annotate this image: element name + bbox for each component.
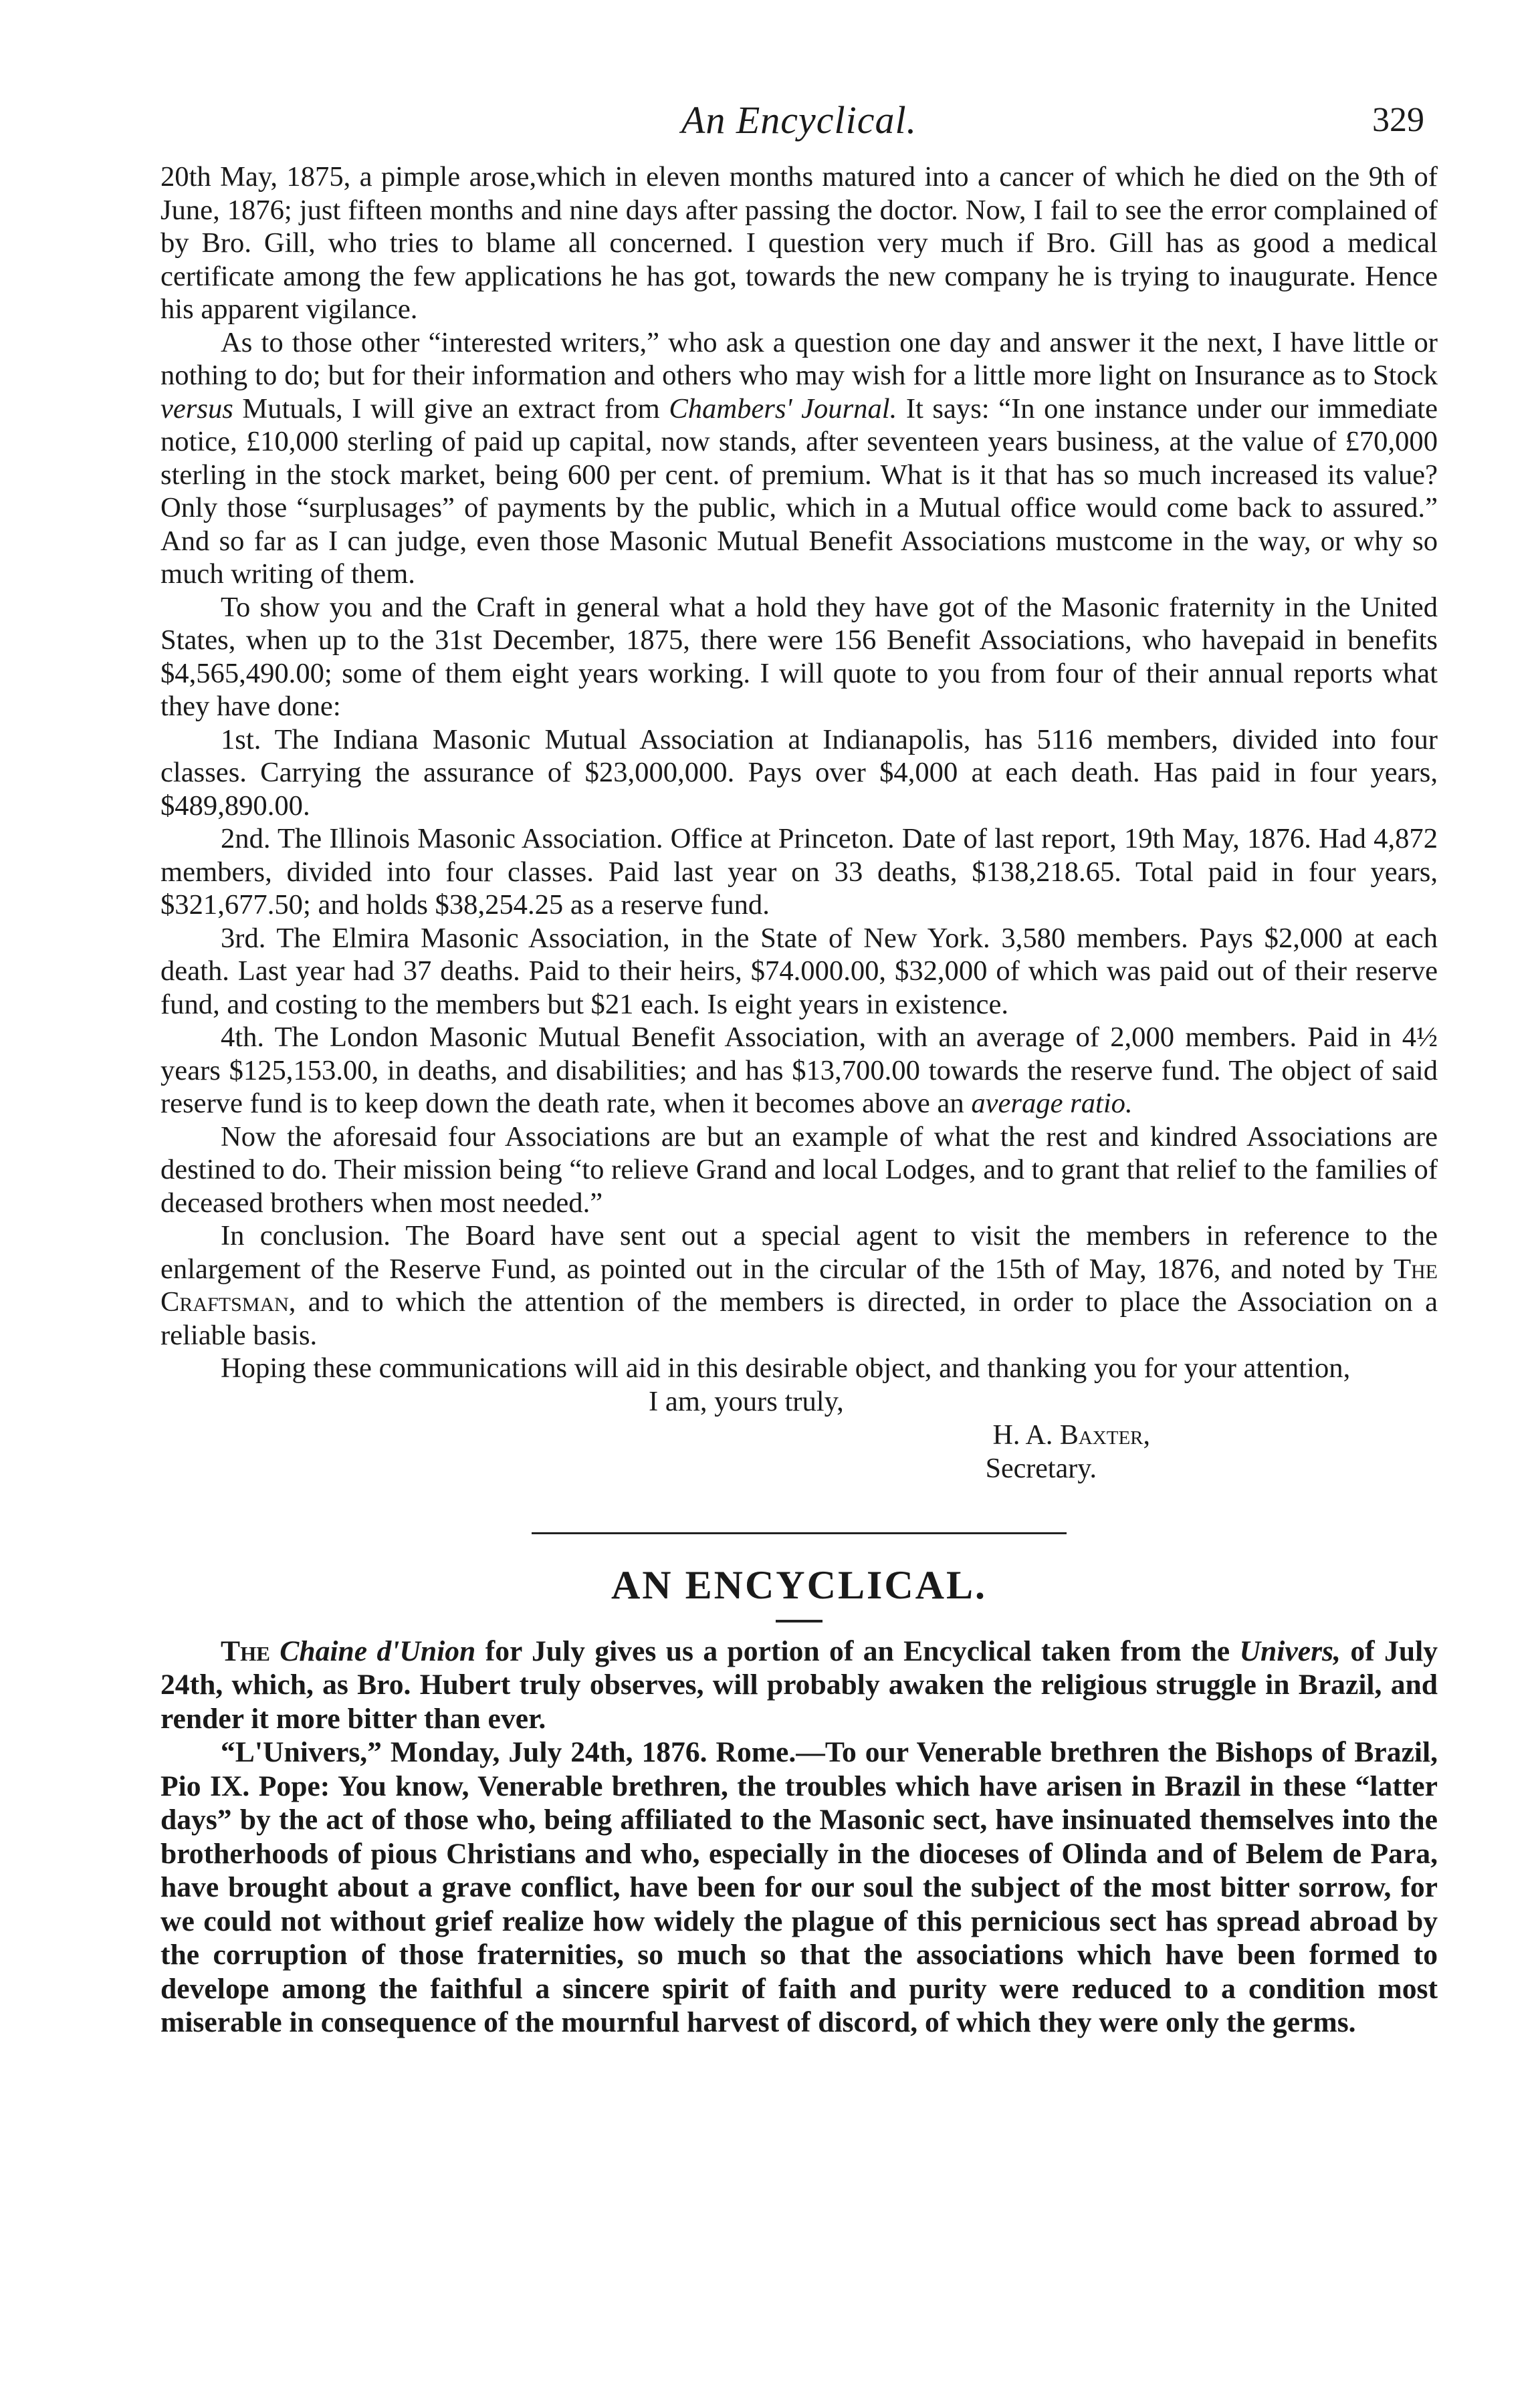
section-heading: AN ENCYCLICAL. (611, 1562, 988, 1607)
letter-paragraph-2-text-c: It says: “In one instance under our immediate notice, £10,000 sterling of paid up capital, now stands, after seventeen years business, at the value of £70,000 sterling in the stock market, being 600 per cent. of premium. What is it that has so much increased its value? Only those “surplusages” of payments by the public, which in a Mutual office would come back to assured.” And so far as I can judge, even those Masonic Mutual Benefit Associations mustcome in the way, or why so much writing of them. (160, 392, 1438, 590)
signature-title: Secretary. (985, 1453, 1097, 1484)
report-london (160, 1021, 1438, 1120)
heading-short-rule (776, 1620, 823, 1622)
report-illinois: 2nd. The Illinois Masonic Association. Office at Princeton. Date of last report, 19th May, 1876. Had 4,872 members, divided into four classes. Paid last year on 33 deaths, $138,218.65. Total paid in four years, $321,677.50; and holds $38,254.25 as a reserve fund. (160, 823, 1438, 921)
conclusion-text-b: and to which the attention of the members is directed, in order to place the Association on a reliable basis. (160, 1286, 1438, 1351)
encyclical-body (160, 1635, 1438, 2040)
letter-paragraph-conclusion (160, 1219, 1438, 1352)
report-london-text: 4th. The London Masonic Mutual Benefit Association, with an average of 2,000 members. Paid in 4½ years $125,153.00, in deaths, and disabilities; and has $13,700.00 towards the reserve fund. The object of said reserve fund is to keep down the death rate, when it becomes above an (160, 1021, 1438, 1119)
chaine-d-union-title: Chaine d'Union (280, 1635, 476, 1667)
encyclical-paragraph-2: “L'Univers,” Monday, July 24th, 1876. Rome.—To our Venerable brethren the Bishops of Brazil, Pio IX. Pope: You know, Venerable brethren, the troubles which have arisen in Brazil in these “latter days” by the act of those who, being affiliated to the Masonic sect, have insinuated themselves into the brotherhoods of pious Christians and who, especially in the dioceses of Olinda and of Belem de Para, have brought about a grave conflict, have been for our soul the subject of the most bitter sorrow, for we could not without grief realize how widely the plague of this pernicious sect has spread abroad by the corruption of those fraternities, so much so that the associations which have been formed to develope among the faithful a sincere spirit of faith and purity were reduced to a condition most miserable in consequence of the mournful harvest of discord, of which they were only the germs. (160, 1736, 1438, 2038)
encyclical-paragraph-1 (160, 1635, 1438, 1736)
letter-paragraph-3: To show you and the Craft in general what a hold they have got of the Masonic fraternity in the United States, when up to the 31st December, 1875, there were 156 Benefit Associations, who havepaid in benefits $4,565,490.00; some of them eight years working. I will quote to you from four of their annual reports what they have done: (160, 591, 1438, 722)
letter-closing: I am, yours truly, (649, 1385, 844, 1417)
page-header (160, 94, 1438, 147)
chambers-journal-title: Chambers' Journal. (669, 392, 897, 425)
section-divider (532, 1532, 1067, 1534)
encyclical-paragraph-1-text-b: of July 24th, which, as Bro. Hubert truly observes, will probably awaken the religious struggle in Brazil, and render it more bitter than ever. (160, 1635, 1438, 1735)
letter-paragraph-2-text-a: As to those other “interested writers,” who ask a question one day and answer it the next, I have little or nothing to do; but for their information and others who may wish for a little more light on Insurance as to Stock (160, 326, 1438, 391)
letter-paragraph-hoping: Hoping these communications will aid in this desirable object, and thanking you for your attention, (221, 1352, 1351, 1384)
report-elmira: 3rd. The Elmira Masonic Association, in the State of New York. 3,580 members. Pays $2,000 at each death. Last year had 37 deaths. Paid to their heirs, $74.000.00, $32,000 of which was paid out of their reserve fund, and costing to the members but $21 each. Is eight years in existence. (160, 922, 1438, 1020)
versus-italic: versus (160, 392, 233, 425)
encyclical-paragraph-1-text-a: for July gives us a portion of an Encyclical taken from the (475, 1635, 1240, 1667)
page (160, 94, 1438, 2040)
the-small-caps: The (221, 1635, 270, 1667)
signature-name: H. A. Baxter, (992, 1419, 1150, 1451)
letter-body (160, 160, 1438, 1385)
running-title: An Encyclical. (681, 98, 917, 142)
page-number: 329 (1372, 101, 1424, 139)
report-indiana: 1st. The Indiana Masonic Mutual Association at Indianapolis, has 5116 members, divided into four classes. Carrying the assurance of $23,000,000. Pays over $4,000 at each death. Has paid in four years, $489,890.00. (160, 723, 1438, 822)
conclusion-text-a: In conclusion. The Board have sent out a special agent to visit the members in reference to the enlargement of the Reserve Fund, as pointed out in the circular of the 15th of May, 1876, and noted by (160, 1220, 1438, 1285)
letter-paragraph-2 (160, 326, 1438, 591)
average-ratio-italic: average ratio. (971, 1088, 1133, 1119)
craftsman-small-caps: The Craftsman, (160, 1253, 1438, 1318)
univers-title: Univers, (1239, 1635, 1341, 1667)
letter-paragraph-associations: Now the aforesaid four Associations are but an example of what the rest and kindred Associations are destined to do. Their mission being “to relieve Grand and local Lodges, and to grant that relief to the families of deceased brothers when most needed.” (160, 1120, 1438, 1219)
letter-paragraph-2-text-b: Mutuals, I will give an extract from (233, 392, 669, 425)
letter-paragraph-1: 20th May, 1875, a pimple arose,which in eleven months matured into a cancer of which he died on the 9th of June, 1876; just fifteen months and nine days after passing the doctor. Now, I fail to see the error complained of by Bro. Gill, who tries to blame all concerned. I question very much if Bro. Gill has as good a medical certificate among the few applications he has got, towards the new company he is trying to inaugurate. Hence his apparent vigilance. (160, 161, 1438, 325)
